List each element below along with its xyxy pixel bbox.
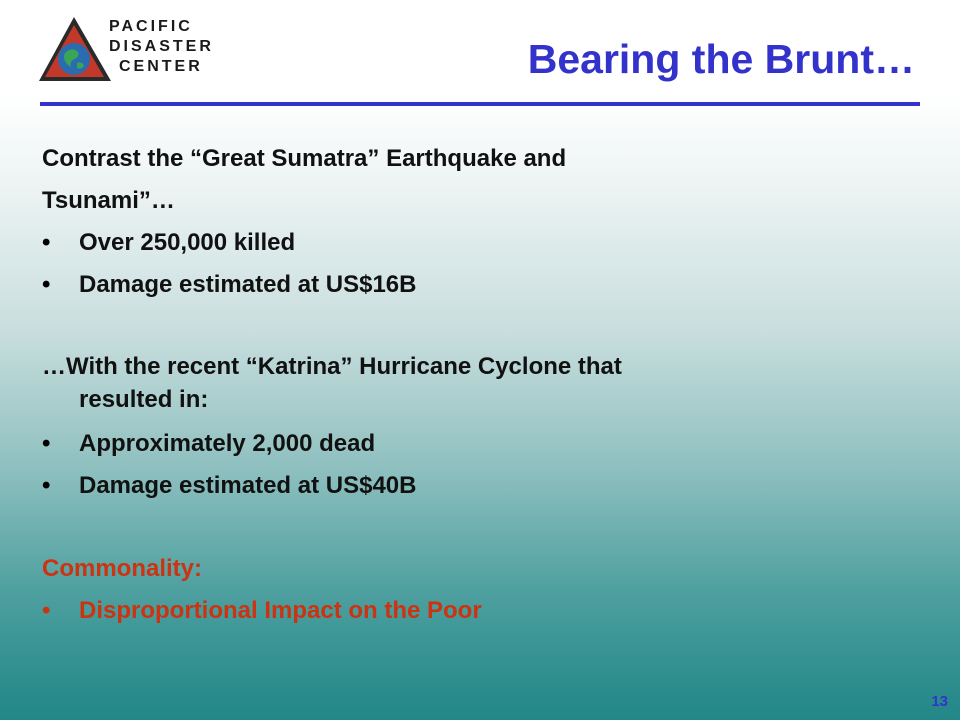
bullet-impact-poor: Disproportional Impact on the Poor: [79, 597, 482, 624]
globe-triangle-icon: [37, 15, 117, 83]
bullet-damage-40b: Damage estimated at US$40B: [79, 472, 417, 499]
faint-subtitle: “Ultra DISasters”: [527, 80, 666, 99]
commonality-label: Commonality:: [42, 555, 203, 582]
logo-text-line2: DISASTER: [109, 38, 214, 55]
logo-text-line1: PACIFIC: [109, 18, 193, 35]
bullet-glyph: •: [42, 430, 51, 457]
bullet-glyph: •: [42, 597, 51, 624]
slide-title: Bearing the Brunt…: [527, 36, 915, 82]
intro-line-1: Contrast the “Great Sumatra” Earthquake and: [42, 145, 567, 172]
bullet-damage-16b: Damage estimated at US$16B: [79, 271, 417, 298]
contrast-line-1: …With the recent “Katrina” Hurricane Cyclone that: [42, 353, 622, 380]
page-number: 13: [931, 693, 948, 710]
bullet-glyph: •: [42, 229, 51, 256]
bullet-glyph: •: [42, 472, 51, 499]
title-divider: [40, 102, 920, 106]
bullet-glyph: •: [42, 271, 51, 298]
bullet-dead: Approximately 2,000 dead: [79, 430, 376, 457]
bullet-killed: Over 250,000 killed: [79, 229, 296, 256]
contrast-line-2: resulted in:: [79, 386, 209, 413]
logo-text-line3: CENTER: [119, 58, 203, 75]
pacific-disaster-center-logo: [37, 15, 214, 83]
intro-line-2: Tsunami”…: [42, 187, 175, 214]
